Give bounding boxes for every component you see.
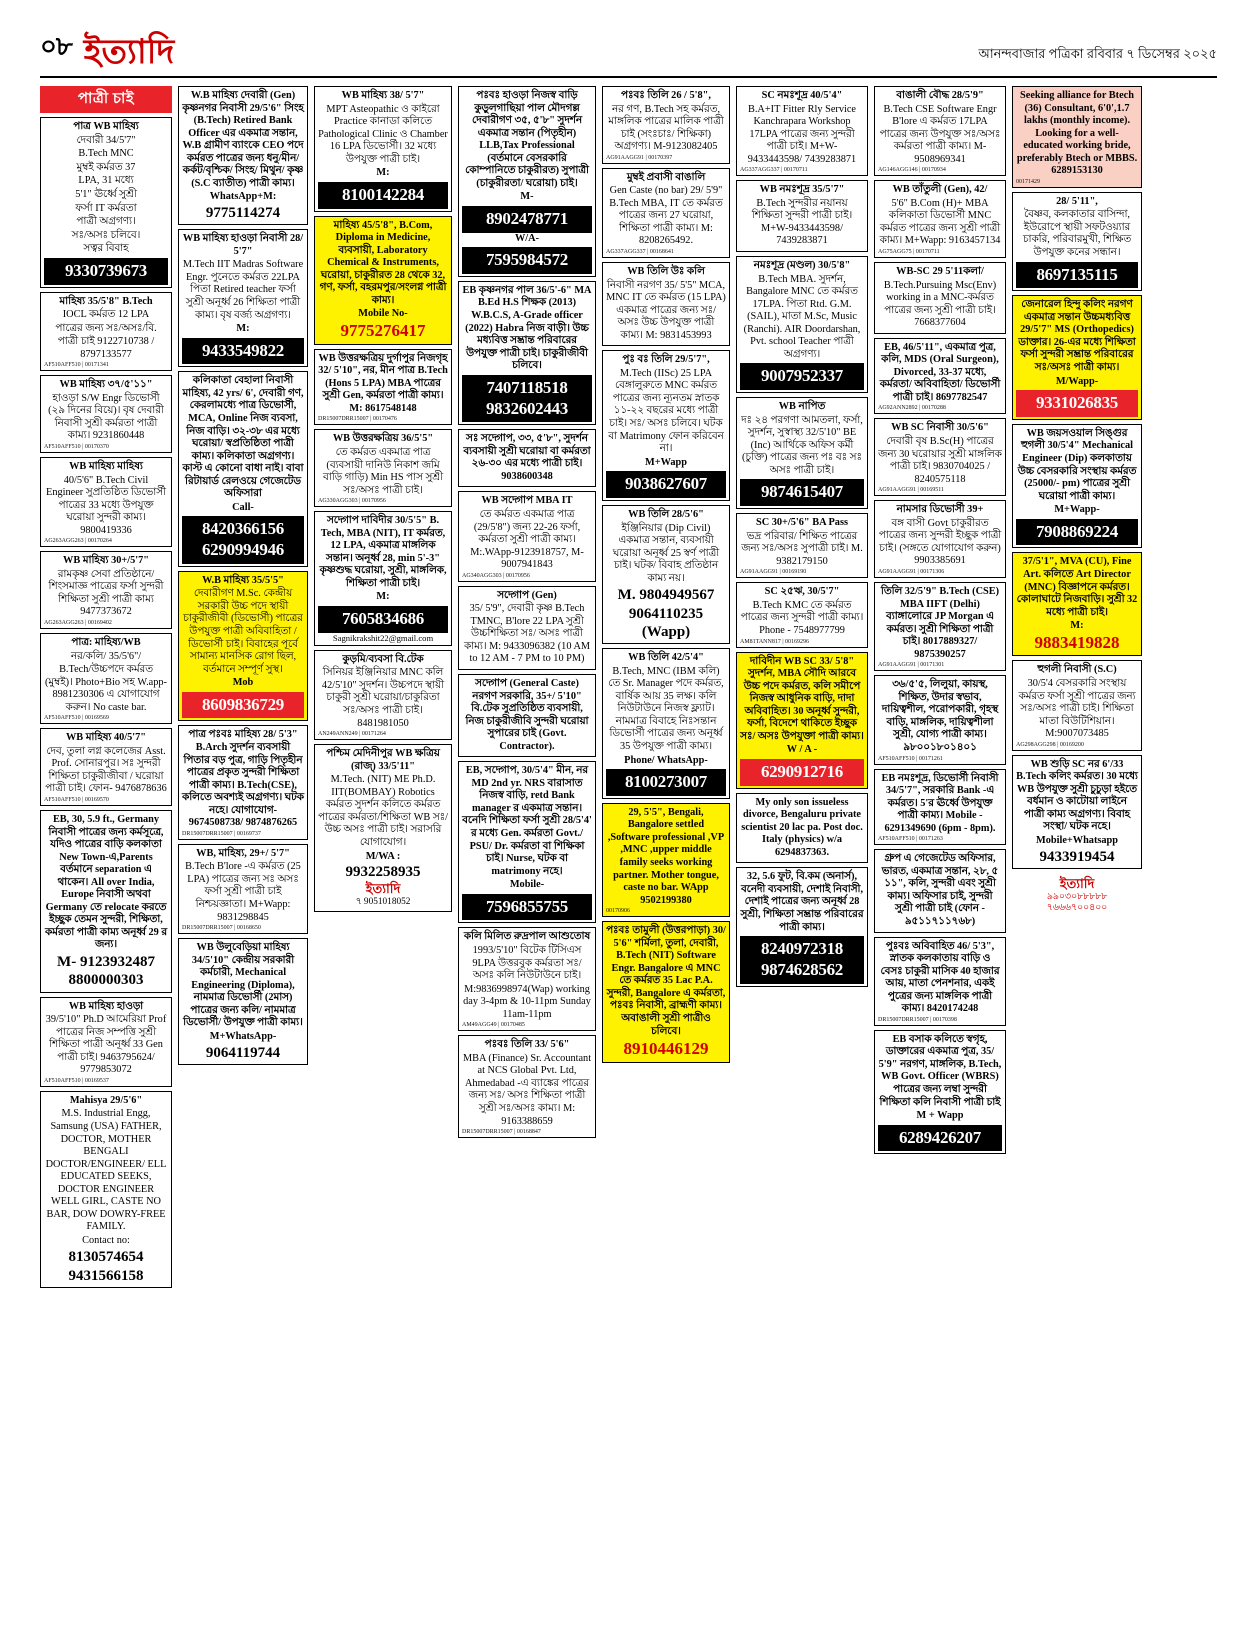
contact-phone[interactable]: 6290912716 bbox=[740, 759, 864, 786]
ad-line: নমঃশূদ্র (মণ্ডল) 30/5'8" bbox=[753, 260, 851, 272]
ad-line: দেবারী বৃষ B.Sc(H) পাত্রের জন্য 30 ঘরোয়ার সুশ্রী মাঙ্গলিক পাত্রী চাই। 9830704025 / 8240575118 bbox=[878, 436, 1002, 485]
ad-sadgop-30-nrs bbox=[458, 761, 596, 923]
ad-eb-46-oral-surgeon bbox=[874, 338, 1006, 415]
ad-28-5-11-vaishnav bbox=[1012, 192, 1142, 291]
ad-reference-code: AG340AGG303 | 00170956 bbox=[462, 572, 530, 579]
masthead bbox=[40, 34, 1217, 78]
ad-line: EB নমঃশূদ্র, ডিভোর্সী নিবাসী 34/5'7", সরকারি Bank -এ কর্মরত। 5'র ঊর্ধ্বে উপযুক্ত পাত্রী কাম্য। Mobile - 6291349690 (6pm - 8pm). bbox=[881, 772, 999, 834]
ad-line: Gen Caste (no bar) 29/ 5'9" B.Tech MBA, IT তে কর্মরত পাত্রের জন্য 27 ঘরোয়া, শিক্ষিতা পাত্রী কাম্য। M: 8208265492. bbox=[609, 185, 723, 247]
ad-line: WB SC নিবাসী 30/5'6" bbox=[891, 422, 989, 434]
ad-line: EB, 46/5'11", একমাত্র পুত্র, কলি, MDS (Oral Surgeon), Divorced, 33-37 মধ্যে, কর্মরতা/ অবিবাহিতা/ ডিভোর্সী পাত্রী চাই। 8697782547 bbox=[879, 341, 1001, 403]
ad-line: সিনিয়র ইঞ্জিনিয়ার MNC কলি 42/5'10" সুদর্শন। উচ্চপদে স্থায়ী চাকুরী সুশ্রী ঘরোয়া/চাকুরিতা সঃ/অসঃ পাত্রী চাই। 8481981050 bbox=[321, 667, 445, 729]
ad-5-4-lilua bbox=[874, 675, 1006, 764]
ad-line: দেবারীগণ M.Sc. কেন্দ্রীয় সরকারী উচ্চ পদে স্থায়ী চাকুরীজীবী (ডিভোর্সী) পাত্রের উপযুক্ত পাত্রী অবিবাহিতা / ডিভোর্সী চাই। বিবাহের পূর্বে সামান্য মানসিক রোগ ছিল, বর্তমানে সম্পূর্ণ সুস্থ। bbox=[183, 588, 303, 675]
ad-line: M:9836998974(Wap) working day 3-4pm & 10-11pm Sunday 11am-11pm bbox=[463, 983, 591, 1020]
column-1 bbox=[40, 86, 172, 1596]
ad-line: পাত্রী চাই 9122710738 / 8797133577 bbox=[57, 336, 155, 360]
ad-32-5-6-wbrs bbox=[736, 867, 868, 986]
ad-tili-42 bbox=[602, 648, 730, 799]
ad-line: B.A+IT Fitter Rly Service Kanchrapara Workshop 17LPA পাত্রের জন্য সুন্দরী পাত্রী চাই। M+W-9433443598/ 7439283871 bbox=[747, 103, 857, 165]
contact-phone[interactable]: 8130574654 9431566158 bbox=[68, 1249, 144, 1284]
phone-label: M/Wapp- bbox=[1055, 375, 1099, 387]
ad-line: WB মাহিষ্য হাওড়া নিবাসী 28/ 5'7" bbox=[182, 233, 304, 257]
ad-line: নিবাসী নরগণ 35/ 5'5" MCA, MNC IT তে কর্মরত (15 LPA) একমাত্র পাত্রের জন্য সঃ/ অসঃ উচ্চ উপযুক্ত পাত্রী কাম্য। M: 9831453993 bbox=[606, 279, 726, 341]
ad-line: M.S. Industrial Engg, Samsung (USA) FATHER, DOCTOR, MOTHER BENGALI DOCTOR/ENGINEER/ ELL EDUCATED SEEKS, DOCTOR ENGINEER WELL GIRL, CASTE NO BAR, DOW DOWRY-FREE FAMILY. bbox=[45, 1108, 167, 1233]
ad-line: SC নমঃশূদ্র 40/5'4" bbox=[761, 90, 843, 101]
ad-reference-code: AG91AAGG91 | 00170397 bbox=[606, 154, 673, 161]
ad-sadgop-general-caste bbox=[458, 674, 596, 757]
phone-label: M+WhatsApp- bbox=[209, 1030, 277, 1042]
ad-line: নর গণ, B.Tech সহ কর্মরত, মাঙ্গলিক পাত্রের মালিক পাত্রী চাই (সংঃচাঃ/ শিক্ষিকা) অগ্রগণ্য। M-9123082405 bbox=[608, 103, 724, 153]
ad-reference-code: AG91AAGG91 | 00169190 bbox=[740, 569, 807, 576]
phone-label: Mobile- bbox=[509, 879, 545, 891]
ad-line: পঃবঃ তিলি 33/ 5'6" bbox=[484, 1039, 570, 1051]
ad-line: WB-SC 29 5'11কলা/ bbox=[896, 266, 984, 278]
ad-reference-code: DR15007DRR15007 | 00169737 bbox=[182, 830, 261, 837]
column-8 bbox=[1012, 86, 1142, 1596]
ad-line: পাত্রী চাই bbox=[77, 91, 135, 107]
ad-line: W.B মাহিষ্য দেবারী (Gen) কৃষ্ণনগর নিবাসী 29/5'6" সিংহ (B.Tech) Retired Bank Officer এর একমাত্র সন্তান, W.B গ্রামীণ ব্যাংকে CEO পদে কর্মরত পাত্রের জন্য ধনু/মীন/কর্কট/বৃশ্চিক/ সিংহ/ মিথুন/ কৃষ্ণ (S.C ব্যাতীত) পাত্রী কাম্য। bbox=[182, 90, 304, 189]
ad-wb-ut-durgapur bbox=[314, 349, 452, 426]
ad-line: কলিকাতা বেহালা নিবাসী মাহিষ্য, 42 yrs/ 6', দেবারী গণ, কেরলামধ্যে পাত্র ডিভোর্সী, MCA, Online নিজ ব্যবসা, নিজ বাড়ি। ৩২-৩৮ এর মধ্যে ঘরোয়া/ স্বপ্রতিষ্ঠিতা পাত্রী কাম্য। কলিকাতা অগ্রগণ্য। কাস্ট এ কোনো বাধা নাই। বাবা রিটায়ার্ড রেলওয়ে গেজেটেড অফিসারা bbox=[182, 375, 304, 500]
ad-reference-code: AG263AGG263 | 00169402 bbox=[44, 619, 112, 626]
column-3 bbox=[314, 86, 452, 1596]
ad-line: WB মাহিষ্য 40/5'7" bbox=[65, 732, 147, 744]
ad-mahisya-iocl bbox=[40, 292, 172, 372]
contact-phone[interactable]: 9775114274 bbox=[205, 204, 281, 221]
contact-phone[interactable]: 8240972318 9874628562 bbox=[740, 936, 864, 983]
phone-label: Mob bbox=[232, 677, 254, 689]
patri-chai-header bbox=[40, 86, 172, 113]
ad-line: WB সদ্গোপ MBA IT bbox=[481, 495, 573, 507]
ad-line: সদ্গোপ (Gen) bbox=[497, 589, 557, 601]
contact-phone[interactable]: 7605834686 bbox=[318, 606, 448, 633]
ad-wb-sc-sura bbox=[1012, 755, 1142, 869]
ad-line: 32, 5.6 ফুট, বি.কম (অনার্স), বনেদী ব্যবসায়ী, দেশাই নিবাসী, দেশাই পাত্রের জন্য অনূর্ধ্ব 28 সুশ্রী, শিক্ষিতা সম্ভ্রান্ত পরিবারের পাত্রী কাম্য। bbox=[740, 871, 864, 933]
ad-line: পঃবঃ তামুলী (উত্তরপাড়া) 30/ 5'6" শর্মিলা, তুলা, দেবারী, B.Tech (NIT) Software Engr. Bangalore এ MNC তে কর্মরত 35 Lac P.A. সুন্দরী, Bangalore এ কর্মরতা, পঃবঃ নিবাসী, ব্রাহ্মণী কাম্য। অবাঙালী সুশ্রী পাত্রীও চলিবে। bbox=[606, 925, 726, 1037]
ad-line: Contact no: bbox=[82, 1234, 130, 1246]
ad-line: WB মাহিষ্য 38/ 5'7" bbox=[341, 90, 425, 101]
phone-label-2: W/A- bbox=[514, 232, 540, 244]
ad-reference-code: AF510AFF510 | 00170370 bbox=[44, 443, 109, 450]
ad-my-only-son bbox=[736, 793, 868, 864]
ad-line: দেব, তুলা লগ্ন কলেজের Asst. Prof. সোনারপুর। সঃ সুন্দরী শিক্ষিতা চাকুরীজীবা / ঘরোয়া পাত্রী চাই। ফোন- 9476878636 bbox=[45, 745, 167, 795]
ad-line: পাত্র: মাহিষ্য/WB bbox=[71, 636, 141, 648]
ad-howrah-llb-tax bbox=[458, 86, 596, 277]
ad-reference-code: DR15007DRR15007 | 00170398 bbox=[878, 1016, 957, 1023]
ad-group-a-gazetted bbox=[874, 849, 1006, 932]
ad-brand: ইত্যাদি bbox=[365, 881, 401, 897]
ad-tantubai-gen-42 bbox=[874, 180, 1006, 258]
contact-phone[interactable]: 8609836729 bbox=[182, 692, 304, 719]
ad-line: B.Tech/উচ্চপদে কর্মরত (মুম্বই)। Photo+Bio সহ W.app-8981230306 এ যোগাযোগ করুন। No caste bar. bbox=[45, 664, 167, 713]
ad-namasudra-39 bbox=[874, 500, 1006, 578]
ad-line: Seeking alliance for Btech (36) Consultant, 6'0',1.7 lakhs (monthly income). Looking for a well-educated working bride, preferably Btech or MBBS. 6289153130 bbox=[1016, 90, 1138, 177]
ad-line: রামকৃষ্ণ সেবা প্রতিষ্ঠানে/শিংসমাজ্ঞ পাত্রের ফর্সা সুন্দরী শিক্ষিতা সুশ্রী পাত্রী কাম্য 9477373672 bbox=[48, 568, 164, 618]
phone-label: M: bbox=[1070, 620, 1084, 632]
ad-line: পঃবঃ হাওড়া নিজস্ব বাড়ি কুড়ুলগাছিয়া পাল মৌদগল্ল দেবারীগণ ৩৫, ৫'৮" সুদর্শন একমাত্র সন্তান (পিতৃহীন) LLB,Tax Professional (বর্তমানে বেসরকারি কোম্পানিতে চাকুরীরত) সুপাত্রী (চাকুরীরতা/ ঘরোয়া) চাই। bbox=[465, 90, 589, 189]
ad-namasudra-35 bbox=[736, 180, 868, 252]
phone-label: M: bbox=[376, 591, 390, 603]
ad-eb-krishnagar-pal bbox=[458, 281, 596, 425]
ad-line: সত্বর বিবাহ bbox=[83, 243, 129, 255]
ad-line: B.Tech সুন্দরীর নয়ানয় শিক্ষিতা সুন্দরী পাত্রী চাই। M+W-9433443598/ 7439283871 bbox=[751, 197, 853, 247]
ad-paschim-medinipur bbox=[314, 744, 452, 911]
ad-mahisya-30 bbox=[40, 551, 172, 629]
contact-phone[interactable]: 7908869224 bbox=[1016, 519, 1138, 546]
ad-reference-code: AF510AFF510 | 00169537 bbox=[44, 1077, 109, 1084]
ad-line: কলি মিলিত রুদ্রপাল আশুতোষ bbox=[463, 931, 591, 943]
ad-reference-code: AG298AGG298 | 00169200 bbox=[1016, 741, 1084, 748]
ad-hooghly-nibasi-sc bbox=[1012, 660, 1142, 750]
ad-line: B.Tech B'lore -এ কর্মরত (25 LPA) পাত্রের জন্য সঃ অসঃ ফর্সা সুশ্রী পাত্রী চাই নিশ্চয়জ্ঞাতা। M+Wapp: 9831298845 bbox=[185, 861, 301, 923]
ad-sc-namasudra bbox=[736, 86, 868, 176]
ad-uluberia-mech-eng bbox=[178, 938, 308, 1065]
ad-sc-25h-30-5-7 bbox=[736, 582, 868, 647]
phone-label: M: bbox=[376, 167, 390, 179]
ad-line: WB তিলি 28/5'6" bbox=[628, 508, 704, 520]
ad-wb-sc-29 bbox=[874, 262, 1006, 334]
ad-line: Mahisya 29/5'6" bbox=[69, 1094, 143, 1106]
phone-label: Call- bbox=[232, 501, 254, 513]
ad-tili-ut-koli bbox=[602, 262, 730, 346]
ad-wb-sc-bsc-h bbox=[874, 418, 1006, 496]
ad-line: WB শুড়ি SC নর 6'/33 B.Tech কলিং কর্মরত। 30 মধ্যে WB উপযুক্ত সুশ্রী চুচুড়া হইতে বর্ধমান ও কাটোয়া লাইনে পাত্রী কাম্য অগ্রগণ্য। বিবাহ সংস্থা/ ঘটক নহে। bbox=[1016, 758, 1138, 833]
ad-line: পাত্রী অগ্রগণ্য। bbox=[76, 216, 136, 228]
ad-patra-mahisya-wb bbox=[40, 633, 172, 724]
ad-line: B.Tech MNC bbox=[78, 148, 134, 160]
footer-phone[interactable]: ৭৬৬৬৭০০৪০০ bbox=[1046, 903, 1108, 914]
ad-line: MPT Asteopathic ও কাইরো Practice কানাডা কলিতে Pathological Clinic ও Chamber 16 LPA ডিভোর্সী। 32 মধ্যে উপযুক্ত পাত্রী চাই। bbox=[318, 103, 448, 165]
contact-phone[interactable]: 9874615407 bbox=[740, 479, 864, 506]
ad-line: WB উলুবেড়িয়া মাহিষ্য 34/5'10" কেন্দ্রীয় সরকারী কর্মচারী, Mechanical Engineering (Diploma), নামমাত্র ডিভোর্সী (2মাস) পাত্রের জন্য কলি/ নামমাত্র ডিভোর্সী/ উপযুক্ত পাত্রী কাম্য। bbox=[183, 942, 303, 1029]
ad-line: B.Tech MBA. সুদর্শন, Bangalore MNC তে কর্মরত 17LPA. পিতা Rtd. G.M. (SAIL), মাতা M.Sc, Music (Ranchi). AIR Doordarshan, Pvt. school Teacher পাত্রী অগ্রগণ্য। bbox=[743, 273, 861, 360]
ad-line: সদ্গোপ (General Caste) নরগণ সরকারি, 35+/ 5'10" বি.টেক সুপ্রতিষ্ঠিত ব্যবসায়ী, নিজ চাকুরীজীবি সুন্দরী ঘরোয়া সুপারের চাই (Govt. Contractor). bbox=[465, 677, 589, 752]
phone-label: M- bbox=[520, 191, 534, 203]
contact-phone[interactable]: 9064119744 bbox=[205, 1044, 281, 1061]
ad-reference-code: AF510AFF510 | 00169570 bbox=[44, 797, 109, 803]
ad-reference-code: AG330AGG303 | 00170956 bbox=[318, 498, 386, 505]
ad-reference-code: DR15007DRR15007 | 00170476 bbox=[318, 416, 397, 423]
ad-line: তিলি 32/5'9" B.Tech (CSE) MBA IIFT (Delhi) ব্যাঙ্গালোরে JP Morgan এ কর্মরত। সুশ্রী শিক্ষিতা পাত্রী চাই। 8017889327/ 9875390257 bbox=[880, 585, 1000, 660]
ad-line: পাত্র পঃবঃ মাহিষ্য 28/ 5'3" B.Arch সুদর্শন ব্যবসায়ী পিতার বড় পুত্র, গাড়ি পিতৃহীন পাত্রের প্রকৃত সুন্দরী শিক্ষিতা পাত্রী কাম্য। B.Tech(CSE), কলিতে অবশ্যই অগ্রগণ্য। ঘটক নহে। যোগাযোগ- 9674508738/ 9874876265 bbox=[182, 729, 304, 829]
ad-line: ফর্সা IT কর্মরতা bbox=[75, 202, 137, 214]
contact-phone[interactable]: 9038627607 bbox=[606, 471, 726, 498]
contact-phone[interactable]: 8100142284 bbox=[318, 182, 448, 209]
ad-line: গ্রুপ এ গেজেটেড অফিসার, ভারত, একমাত্র সন্তান, ২৮, ৫ ১১", কলি, সুন্দরী এবং সুশ্রী কাম্য। অফিসার চাই, সুন্দরী সুশ্রী পাত্রী চাই (ফোন - ৯৫১১৭১১৭৬৮) bbox=[881, 853, 999, 927]
ad-line: নর/কলি/ 35/5'6"/ bbox=[70, 650, 142, 662]
ad-general-hindu bbox=[1012, 295, 1142, 420]
ad-mahisya-sw-engr bbox=[40, 375, 172, 453]
ad-line: 40/5'6" B.Tech Civil Engineer সুপ্রতিষ্ঠিত ডিভোর্সী পাত্রের 33 মধ্যে উপযুক্ত ঘরোয়া সুন্দরী কাম্য। 9800419336 bbox=[46, 474, 166, 536]
ad-line: WB তিলি উঃ কলি bbox=[627, 266, 705, 278]
ad-line: পুঃ বঃ তিলি 29/5'7", bbox=[622, 354, 710, 366]
ad-mahisya-howrah bbox=[40, 997, 172, 1087]
phone-label: M/WA : bbox=[365, 850, 401, 862]
ad-tili-28-dip-civil bbox=[602, 505, 730, 644]
phone-label: W / A - bbox=[786, 744, 818, 756]
ad-reference-code: AG337AGG337 | 00168641 bbox=[606, 249, 674, 256]
contact-email[interactable]: Sagnikrakshit22@gmail.com bbox=[332, 632, 434, 643]
ad-line: মুম্বই প্রবাসী বাঙালি bbox=[626, 171, 706, 183]
ad-line: দঃ ২৪ পরগণা আমতলা, ফর্সা, সুদর্শন, সুস্বাস্থ্য 32/5'10" BE (Inc) আর্থিকে অফিস কর্মী (চুক্তি) পাত্রের জন্য পঃ বঃ সঃ অসঃ পাত্রী চাই। bbox=[741, 414, 863, 476]
ad-line: WB উত্তরক্ষত্রিয় 36/5'5" bbox=[332, 433, 434, 445]
ad-wb-mahisya-29 bbox=[178, 844, 308, 934]
ad-line: হাওড়া S/W Engr ডিভোর্সী (২৯ দিনের বিয়ে)। বৃষ দেবারী নিবাসী সুশ্রী কর্মরতা পাত্রী কাম্য। 9231860448 bbox=[48, 392, 164, 442]
ad-line: 5'6" B.Com (H)+ MBA কলিকাতা ডিভোর্সী MNC কর্মরত পাত্রের জন্য সুশ্রী পাত্রী কাম্য। M+Wapp: 9163457134 bbox=[879, 197, 1001, 247]
ad-uluberia bbox=[178, 725, 308, 839]
ad-sadgop-gen bbox=[458, 586, 596, 670]
contact-phone[interactable]: 8910446129 bbox=[623, 1039, 709, 1059]
ad-dabin-wb-sc-bank bbox=[874, 769, 1006, 846]
ad-bengali-software bbox=[602, 803, 730, 917]
phone-label: Phone/ WhatsApp- bbox=[624, 754, 708, 766]
footer-brand-title: ইত্যাদি bbox=[1059, 875, 1095, 891]
ad-reference-code: AM81TANN817 | 00169296 bbox=[740, 638, 810, 645]
phone-label: M + Wapp bbox=[916, 1110, 964, 1122]
ad-line: সঃ সদ্গোপ, ৩৩, ৫'৮", সুদর্শন ব্যবসায়ী সুশ্রী ঘরোয়া বা কর্মরতা ২৬-৩০ এর মধ্যে পাত্রী চাই। 9038600348 bbox=[463, 433, 591, 482]
ad-line: 29, 5'5", Bengali, Bangalore settled ,Software professional ,VP ,MNC ,upper middle family seeks working partner. Mother tongue, caste no bar. WApp 9502199380 bbox=[607, 806, 725, 906]
ad-line: নামসার ডিভোর্সী 39+ bbox=[896, 504, 984, 516]
contact-phone[interactable]: 9775276417 bbox=[340, 320, 426, 340]
ad-kolkata-behala bbox=[178, 371, 308, 566]
ad-line: সদ্গোপ দাবিদীর 30/5'5" B. Tech, MBA (NIT), IT কর্মরত, 12 LPA, একমাত্র মাঙ্গলিক সন্তান। অনূর্ধ্ব 28, min 5'-3" কৃষ্ণশুদ্ধ ঘরোয়া, সুশ্রী, মাঙ্গলিক, শিক্ষিতা পাত্রী চাই। bbox=[319, 515, 447, 589]
ad-line: WB নাপিত bbox=[778, 401, 826, 413]
ad-line: 39/5'10" Ph.D আমেরিয়া Prof পাত্রের নিজ সম্পত্তি সুশ্রী শিক্ষিতা পাত্রী অনূর্ধ্ব 33 Gen পাত্রী চাই। 9463795624/ 9779853072 bbox=[45, 1014, 167, 1076]
ad-line: সঃ/অসঃ চলিবে। bbox=[71, 229, 141, 241]
ad-line: বাঙালী বৌদ্ধ 28/5'9" bbox=[896, 90, 984, 101]
ad-line: ৩৬/৫'৫, লিলুয়া, কায়স্থ, শিক্ষিত, উদার স্বভাব, দায়িত্বশীল, পরোপকারী, গৃহস্থ বাড়ি, মাঙ্গলিক, দায়িত্বশীলা সুশ্রী, যোগ্য পাত্রী কাম্য। ৯৮০০১৮০১৪০১ bbox=[881, 679, 999, 753]
ad-line: MBA (Finance) Sr. Accountant at NCS Global Pvt. Ltd, Ahmedabad -এ ব্যাঙ্কের পাত্রের জন্য সঃ/ অসঃ শিক্ষিতা পাত্রী সুশ্রী সঃ/অসঃ কাম্য। M: 9163388659 bbox=[462, 1052, 592, 1127]
ad-reference-code: AG91AAGG91 | 00171306 bbox=[878, 568, 945, 575]
ad-mtech-iit-madras bbox=[178, 229, 308, 367]
ad-kali-rudrapal bbox=[458, 927, 596, 1031]
phone-label: Mobile No- bbox=[358, 308, 408, 320]
column-2 bbox=[178, 86, 308, 1596]
contact-phone[interactable]: 9330739673 bbox=[44, 258, 168, 285]
ad-line: পশ্চিম মেদিনীপুর WB ক্ষত্রিয় (রাজ্) 33/5'11" bbox=[326, 748, 440, 772]
contact-phone[interactable]: 9883419828 bbox=[1034, 632, 1120, 652]
ad-mahisya-civil-engineer bbox=[40, 457, 172, 547]
ad-line: SC ২৫ঋ, 30/5'7" bbox=[764, 586, 840, 598]
contact-phone[interactable]: 9433919454 bbox=[1039, 848, 1115, 865]
phone-label: WhatsApp+M: bbox=[209, 191, 277, 203]
ad-reference-code: DR15007DRR15007 | 00168650 bbox=[182, 925, 261, 932]
ad-bangali-boudi bbox=[874, 86, 1006, 176]
phone-label: Mobile+Whatsapp bbox=[1036, 835, 1118, 846]
ad-line: তে কর্মরত একমাত্র পাত্র (29/5'8") জন্য 22-26 ফর্সা, কর্মরতা সুশ্রী পাত্রী কাম্য। M:.WApp-9123918757, M-9007941843 bbox=[470, 508, 584, 571]
ad-line: বঙ্গ বাসী Govt চাকুরীরত পাত্রের জন্য সুন্দরী ইচ্ছুক পাত্রী চাই। (সঙ্গতে যোগাযোগ করুন) 9903385691 bbox=[878, 517, 1002, 567]
contact-phone[interactable]: 7407118518 9832602443 bbox=[462, 375, 592, 422]
ad-line: মাহিষ্য 35/5'8" B.Tech bbox=[59, 295, 153, 307]
ad-line: WB মাহিষ্য 30+/5'7" bbox=[63, 555, 149, 567]
ad-tili-26 bbox=[602, 86, 730, 164]
ad-brand-phone[interactable]: ৭ 9051018052 bbox=[355, 897, 411, 908]
ad-line: দাবিদীন WB SC 33/ 5'8" সুদর্শন, MBA সৌদি আরবে উচ্চ পদে কর্মরত, কলি সমীপে নিজস্ব আধুনিক বাড়ি, দাদা অবিবাহিত। 30 অনূর্ধ্ব সুন্দরী, ফর্সা, বিদেশে থাকিতে ইচ্ছুক সঃ/ অসঃ উপযুক্তা পাত্রী কাম্য। bbox=[740, 655, 864, 742]
contact-phone[interactable]: 8902478771 bbox=[462, 206, 592, 233]
edition-line: আনন্দবাজার পত্রিকা রবিবার ৭ ডিসেম্বর ২০২৫ bbox=[978, 46, 1217, 61]
contact-phone[interactable]: 9433549822 bbox=[182, 338, 304, 365]
ad-sadgop-debaki bbox=[314, 511, 452, 646]
ad-line: EB কৃষ্ণনগর পাল 36/5'-6" MA B.Ed H.S শিক্ষক (2013) W.B.C.S, A-Grade officer (2022) Habra নিজ বাড়ী। উচ্চ মধ্যবিত্ত সম্ভ্রান্ত পরিবারের উপযুক্ত পাত্রী চাই। চাকুরীজীবী চলিবে। bbox=[462, 284, 592, 372]
ad-eb-basak bbox=[874, 1030, 1006, 1155]
ad-line: 35/ 5'9", দেবারী কৃষ্ণ B.Tech TMNC, B'lore 22 LPA সুশ্রী উচ্চশিক্ষিতা সঃ/ অসঃ পাত্রী কাম্য। M: 9433096382 (10 AM to 12 AM - 7 PM to 10 PM) bbox=[463, 603, 591, 665]
ad-line: WB জয়সওয়াল সিঙ্গুর হুগলী 30/5'4" Mechanical Engineer (Dip) কলকাতায় উচ্চ বেসরকারি সংস্থায় কর্মরত (25000/- pm) পাত্রের সুশ্রী ঘরোয়া পাত্রী কাম্য। bbox=[1017, 427, 1137, 502]
contact-phone[interactable]: 8697135115 bbox=[1016, 262, 1138, 289]
phone-label: M+Wapp bbox=[645, 456, 687, 468]
ad-line: EB, সদ্গোপ, 30/5'4" মীন, নর MD 2nd yr. NRS বারাসাত নিজস্ব বাড়ি, retd Bank manager র একমাত্র সন্তান। বনেদি শিক্ষিতা ফর্সা সুশ্রী 28/5'4' র মধ্যে Gen. কর্মরতা Govt./ PSU/ Dr. কর্মরতা বা শিক্ষিকা চাই। Nurse, ঘটক বা matrimony নহে। bbox=[462, 765, 592, 877]
ad-reference-code: AF510AFF510 | 00169569 bbox=[44, 715, 109, 722]
ad-line: হুগলী নিবাসী (S.C) bbox=[1037, 664, 1117, 676]
ad-line: WB মাহিষ্য হাওড়া bbox=[68, 1000, 144, 1012]
contact-phone[interactable]: 9932258935 bbox=[345, 864, 421, 881]
ad-mahisya-29 bbox=[40, 1091, 172, 1288]
ad-37-5-1-mva bbox=[1012, 552, 1142, 656]
page-footer-brand bbox=[1012, 873, 1142, 917]
ad-tili-32-iift bbox=[874, 582, 1006, 671]
ad-line: B.Tech, MNC (IBM কলি) তে Sr. Manager পদে কর্মরত, বার্ষিক আয় 35 লক্ষ। কলি নিউটাউনে নিজস্ব ফ্ল্যাট। নামমাত্র বিবাহে নিঃসন্তান ডিভোর্সী পাত্রের জন্য অনূর্ধ্ব 35 উপযুক্ত পাত্রী কাম্য। bbox=[608, 665, 724, 752]
ad-line: WB উত্তরক্ষত্রিয় দুর্গাপুর নিজগৃহ 32/ 5'10", নর, মীন পাত্র B.Tech (Hons 5 LPA) MBA পাত্রের সুশ্রী Gen, কর্মরতা পাত্রী কাম্য। M: 8617548148 bbox=[318, 352, 448, 414]
ad-line: B.Tech KMC তে কর্মরত পাত্রের জন্য সুন্দরী পাত্রী কাম্য। Phone - 7548977799 bbox=[740, 599, 864, 636]
ad-line: WB, মাহিষ্য, 29+/ 5'7" bbox=[196, 847, 290, 859]
ad-reference-code: 00170906 bbox=[606, 908, 630, 915]
column-5 bbox=[602, 86, 730, 1596]
ad-line: M.Tech (IISc) 25 LPA বেঙ্গালুরুতে MNC কর্মরত পাত্রের জন্য ন্যূনতম স্নাতক ১১-২২ বছরের মধ্যে পাত্রী চাই। সঃ/ অসঃ চলিবে। ঘটক বা Matrimony ফোন করিবেন না। bbox=[608, 367, 724, 455]
ad-line: M.Tech IIT Madras Software Engr. পুনেতে কর্মরত 22LPA পিতা Retired teacher ফর্সা সুশ্রী অনূর্ধ্ব 26 শিক্ষিতা পাত্রী কাম্য। বৃষ বর্জ্য অগ্রগণ্য। bbox=[182, 259, 304, 321]
ad-line: 1993/5'10" বিটেক টিসিএস 9LPA উত্তরবুক কর্মরতা সঃ/অসঃ কলি নিউটাউনে চাই। bbox=[472, 945, 582, 982]
ad-reference-code: DR15007DRR15007 | 00168847 bbox=[462, 1129, 541, 1136]
ad-jaiswal-hooghly bbox=[1012, 424, 1142, 549]
ad-wb-mahisya-35-msc bbox=[178, 571, 308, 722]
ad-mpt-asteopathic bbox=[314, 86, 452, 212]
ad-reference-code: AG92ANN2892 | 00170288 bbox=[878, 405, 946, 412]
ad-line: IOCL কর্মরত 12 LPA bbox=[62, 309, 150, 321]
ad-sc-30-ba-pass bbox=[736, 513, 868, 578]
ad-reference-code: AF510AFF510 | 00171263 bbox=[878, 836, 943, 843]
page-number: ০৮ bbox=[40, 32, 72, 61]
ad-germany bbox=[40, 810, 172, 993]
ad-kurmi-banik bbox=[314, 650, 452, 740]
ad-line: কুড়মি/ব্যবসা বি.টেক bbox=[342, 653, 424, 665]
ad-dabin-wb-sc bbox=[736, 652, 868, 789]
ad-reference-code: AG337AGG337 | 00170711 bbox=[740, 167, 808, 174]
contact-phone[interactable]: 9007952337 bbox=[740, 363, 864, 390]
column-4 bbox=[458, 86, 596, 1596]
ad-reference-code: AG91AAGG91 | 00171301 bbox=[878, 662, 945, 669]
ad-line: 5'1" ঊর্ধ্বে সুশ্রী bbox=[75, 189, 137, 201]
ad-line: WB মাহিষ্য মাহিষ্য bbox=[69, 460, 143, 472]
contact-phone-2[interactable]: 7595984572 bbox=[462, 247, 592, 274]
ad-line: LPA, 31 মধ্যে bbox=[78, 175, 134, 187]
ad-line: ইঞ্জিনিয়ার (Dip Civil) একমাত্র সন্তান, ব্যবসায়ী ঘরোয়া অনূর্ধ্ব 25 স্বর্ণ পাত্রী চাই। ঘটক/ বিবাহ প্রতিষ্ঠান কাম্য নয়। bbox=[612, 522, 720, 584]
contact-phone[interactable]: 8100273007 bbox=[606, 769, 726, 796]
ad-mahisya-40 bbox=[40, 728, 172, 806]
ad-reference-code: AG75AGG75 | 00170711 bbox=[878, 249, 940, 256]
ad-line: বৈষ্ণব, কলকাতার বাসিন্দা, ইউরোপে স্থায়ী সফটওয়্যার চাকরি, পরিবারমুখী, শিক্ষিত উপযুক্ত কনের সন্ধান। bbox=[1022, 209, 1132, 259]
ad-mahisya-btech-mnc bbox=[40, 117, 172, 287]
ad-wb-ut-36 bbox=[314, 429, 452, 507]
ad-mahisya-debari-bank-officer bbox=[178, 86, 308, 225]
classified-columns bbox=[40, 86, 1217, 1596]
ad-line: 30/5'4 বেসরকারি সংস্থায় কর্মরত ফর্সা সুশ্রী পাত্রের জন্য সঃ/অসঃ পাত্রী চাই। শিক্ষিতা মাতা বিউটিশিয়ান। M:9007073485 bbox=[1018, 677, 1136, 740]
ad-line: মাহিষ্য 45/5'8", B.Com, Diploma in Medicine, ব্যবসায়ী, Laboratory Chemical & Instruments, ঘরোয়া, চাকুরীরত 28 থেকে 32, গণ, ফর্সা, বহরমপুর/সংলগ্ন পাত্রী কাম্য। bbox=[319, 219, 447, 306]
ad-line: My only son issueless divorce, Bengaluru private scientist 20 lac pa. Post doc. Italy (physics) w/a 6294837363. bbox=[741, 796, 863, 858]
ad-mahisya-45-yellow bbox=[314, 216, 452, 345]
contact-phone[interactable]: M- 9123932487 8800000303 bbox=[57, 954, 155, 989]
ad-reference-code: AG91AAGG91 | 00169511 bbox=[878, 487, 944, 494]
ad-line: WB তাঁতুলী (Gen), 42/ bbox=[892, 184, 988, 196]
contact-phone[interactable]: 7596855755 bbox=[462, 894, 592, 921]
ad-reference-code: AF510AFF510 | 00171261 bbox=[878, 755, 943, 762]
ad-line: পঃবঃ তিলি 26 / 5'8", bbox=[621, 90, 711, 101]
ad-line: B.Tech CSE Software Engr B'lore এ কর্মরত 17LPA পাত্রের জন্য উপযুক্ত সঃ/অসঃ কর্মরতা পাত্রী কাম্য। M-9508969341 bbox=[879, 103, 1001, 165]
ad-tili-29-mtech-iisc bbox=[602, 350, 730, 501]
ad-line: WB নমঃশূদ্র 35/5'7" bbox=[759, 184, 845, 196]
ad-reference-code: 00171429 bbox=[1016, 178, 1040, 185]
ad-line: ভদ্র পরিবার/ শিক্ষিত পাত্রের জন্য সঃ/অসঃ সুপাত্রী চাই। M. 9382179150 bbox=[741, 530, 863, 567]
ad-reference-code: AG263AGG263 | 00170264 bbox=[44, 538, 112, 545]
masthead-title: ইত্যাদি bbox=[83, 34, 175, 71]
ad-line: EB, 30, 5.9 ft., Germany নিবাসী পাত্রের জন্য কর্মসূত্রে, যদিও পাত্রের বাড়ি কলকাতা New Town-এ,Parents বর্তমানে separation এ থাকেন। All over India, Europe নিবাসী অথবা Germany তে relocate করতে ইচ্ছুক তেমন সুন্দরী, শিক্ষিতা, কর্মরতা পাত্রী কাম্য অনূর্ধ্ব 29 র জন্য। bbox=[44, 814, 168, 951]
phone-label: M+Wapp- bbox=[1054, 504, 1100, 516]
ad-sadgop-33 bbox=[458, 429, 596, 487]
ad-line: পাত্র WB মাহিষ্য bbox=[73, 121, 139, 133]
phone-label: M: bbox=[236, 323, 250, 335]
contact-phone[interactable]: 9331026835 bbox=[1016, 390, 1138, 417]
ad-reference-code: AF510AFF510 | 00171341 bbox=[44, 362, 109, 369]
ad-mumbai-probasi bbox=[602, 168, 730, 258]
ad-line: SC 30+/5'6" BA Pass bbox=[756, 517, 848, 529]
ad-reference-code: AN249ANN249 | 00171264 bbox=[318, 731, 386, 738]
ad-line: তে কর্মরত একমাত্র পাত্র (ব্যবসায়ী দানিউ নিকাশ জমি বাড়ি গাড়ি) Min HS পাস সুশ্রী সঃ/অসঃ পাত্রী চাই। bbox=[323, 446, 443, 496]
contact-phone[interactable]: 6289426207 bbox=[878, 1125, 1002, 1152]
ad-purba-abibahito-46 bbox=[874, 937, 1006, 1026]
ad-line: পুঃবঃ অবিবাহিত 46/ 5'3", স্নাতক কলকাতায় বাড়ি ও বেসঃ চাকুরী মাসিক 40 হাজার আয়, মাতা পেনশনার, একই পুত্রের জন্য মাঙ্গলিক পাত্রী কাম্য। 8420174248 bbox=[880, 940, 1000, 1015]
ad-line: M.Tech. (NIT) ME Ph.D. IIT(BOMBAY) Robotics কর্মরত সুদর্শন কলিতে কর্মরত পাত্রের কর্মরতা/শিক্ষিতা WB সঃ/উচ্চ অসঃ পাত্রী চাই। সরাসরি যোগাযোগ। bbox=[318, 774, 449, 848]
ad-namasudra-mandal bbox=[736, 256, 868, 393]
column-7 bbox=[874, 86, 1006, 1596]
ad-line: W.B মাহিষ্য 35/5'5" bbox=[202, 574, 284, 586]
ad-seeking-alliance-btech bbox=[1012, 86, 1142, 188]
ad-line: জেনারেল হিন্দু কলিং নরগণ একমাত্র সন্তান উচ্চমধ্যবিত্ত 29/5'7" MS (Orthopedics) ডাক্তার। 26-এর মধ্যে শিক্ষিতা ফর্সা সুন্দরী সম্ভ্রান্ত পরিবারের সঃ/অসঃ পাত্রী কাম্য। bbox=[1018, 299, 1136, 374]
ad-line: দেবারী 34/5'7" bbox=[76, 134, 136, 146]
ad-line: B.Tech.Pursuing Msc(Env) working in a MNC-কর্মরত পাত্রের জন্য সুশ্রী পাত্রী চাই। 7668377604 bbox=[883, 279, 997, 329]
footer-phone[interactable]: ৯৯০৩০৮৮৮৮৮ bbox=[1046, 891, 1108, 902]
ad-line: EB বসাক কলিতে স্বগৃহ, ডাক্তারের একমাত্র পুত্র, 35/ 5'9" নরগণ, মাঙ্গলিক, B.Tech, WB Govt. Officer (WBRS) পাত্রের জন্য লম্বা সুন্দরী শিক্ষিতা কলি নিবাসী পাত্রী চাই bbox=[878, 1033, 1002, 1108]
ad-wb-napit bbox=[736, 397, 868, 509]
ad-line: মুম্বই কর্মরত 37 bbox=[76, 161, 136, 173]
ad-sadgop-mba-it bbox=[458, 491, 596, 581]
ad-tili-33 bbox=[458, 1035, 596, 1138]
contact-phone[interactable]: 8420366156 6290994946 bbox=[182, 516, 304, 563]
ad-reference-code: AG146AGG146 | 00170934 bbox=[878, 167, 946, 174]
column-6 bbox=[736, 86, 868, 1596]
ad-line: পাত্রের জন্য সঃ/অসঃ/বি. bbox=[55, 322, 157, 334]
ad-line: WB তিলি 42/5'4" bbox=[628, 652, 704, 664]
ad-reference-code: AM49AGG49 | 00170485 bbox=[462, 1022, 525, 1029]
ad-line: 28/ 5'11", bbox=[1056, 195, 1098, 207]
ad-tasuri-nit-bangalore bbox=[602, 921, 730, 1063]
ad-line: WB মাহিষ্য ৩৭/৫'১১" bbox=[59, 379, 153, 391]
contact-phone[interactable]: M. 9804949567 9064110235 (Wapp) bbox=[617, 587, 715, 640]
ad-line: 37/5'1", MVA (CU), Fine Art. কলিতে Art Director (MNC) বিজ্ঞাপনে কর্মরত। কোলাঘাটে নিজবাড়ি। সুশ্রী 32 মধ্যে পাত্রী চাই। bbox=[1016, 556, 1138, 618]
